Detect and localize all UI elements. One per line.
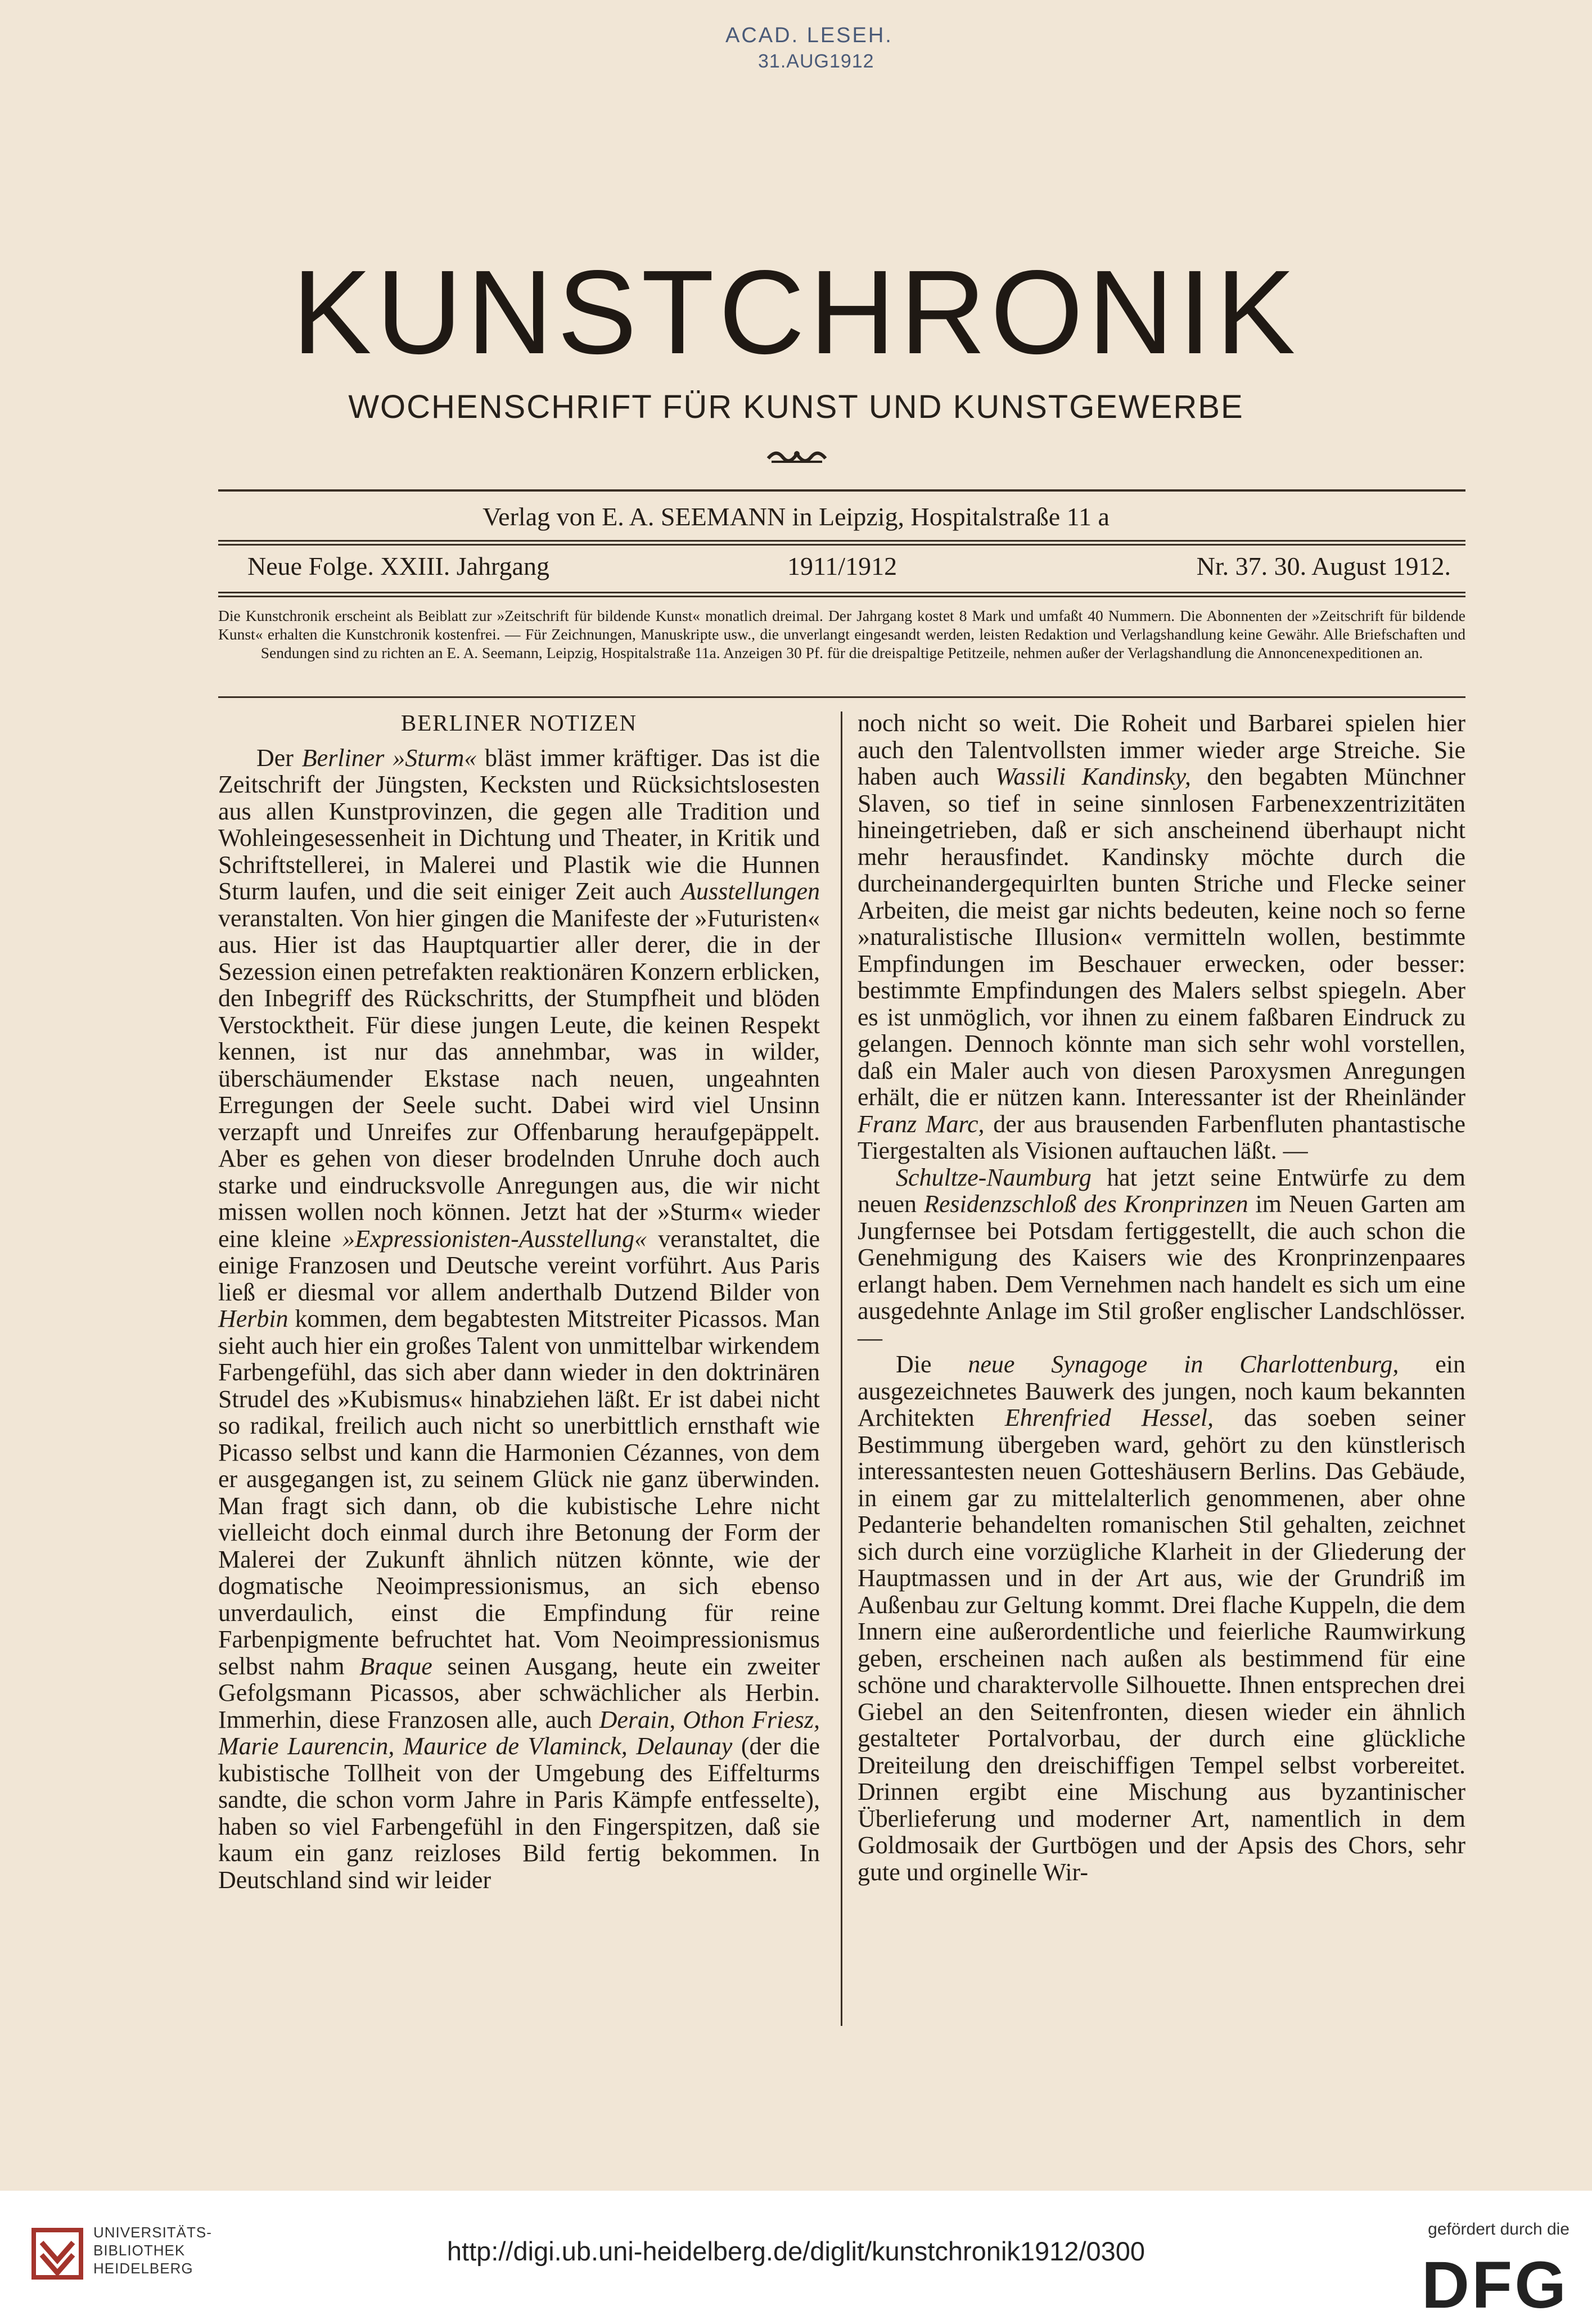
article-column-left xyxy=(218,710,820,1893)
dfg-logo: DFG xyxy=(1421,2248,1568,2322)
rule-double-1 xyxy=(218,540,1465,542)
issue-year: 1911/1912 xyxy=(787,552,898,580)
subscription-notice: Die Kunstchronik erscheint als Beiblatt zur »Zeitschrift für bildende Kunst« monatlich dreimal. Der Jahrgang kostet 8 Mark und umfaßt 40 Nummern. Die Abonnenten der »Zeitschrift für bildende Kunst« erhalten die Kunstchronik kostenfrei. — Für Zeichnungen, Manuskripte usw., die unverlangt eingesandt werden, leisten Redaktion und Verlagshandlung keine Gewähr. Alle Briefschaften und Sendungen sind zu richten an E. A. Seemann, Leipzig, Hospitalstraße 11a. Anzeigen 30 Pf. für die dreispaltige Petitzeile, nehmen außer der Verlagshandlung die Annoncenexpeditionen an. xyxy=(218,607,1465,661)
permalink[interactable]: http://digi.ub.uni-heidelberg.de/diglit/kunstchronik1912/0300 xyxy=(447,2236,1145,2266)
issue-series: Neue Folge. XXIII. Jahrgang xyxy=(247,552,549,580)
issue-number: Nr. 37. 30. August 1912. xyxy=(1196,552,1451,580)
library-name: UNIVERSITÄTS- BIBLIOTHEK HEIDELBERG xyxy=(93,2224,212,2277)
masthead-subtitle: WOCHENSCHRIFT FÜR KUNST UND KUNSTGEWERBE xyxy=(348,389,1244,425)
article-paragraph: Der Berliner »Sturm« bläst immer kräftiger. Das ist die Zeitschrift der Jüngsten, Kecksten und Rücksichtslosesten aus allen Kunstprovinzen, die gegen alle Tradition und Wohleingesessenheit in Dichtung und Theater, in Kritik und Schriftstellerei, in Malerei und Plastik wie die Hunnen Sturm laufen, und die seit einiger Zeit auch Ausstellungen veranstalten. Von hier gingen die Manifeste der »Futuristen« aus. Hier ist das Hauptquartier aller derer, die in der Sezession einen petrefakten reaktionären Konzern erblicken, den Inbegriff des Rückschritts, der Stumpfheit und blöden Verstocktheit. Für diese jungen Leute, die keinen Respekt kennen, ist nur das annehmbar, was in wilder, überschäumender Ekstase nach neuen, ungeahnten Erregungen der Seele sucht. Dabei wird viel Unsinn verzapft und Unreifes zur Offenbarung heraufgepäppelt. Aber es gehen von dieser brodelnden Unruhe doch auch starke und eindrucksvolle Anregungen aus, die wir nicht missen wollen noch können. Jetzt hat der »Sturm« wieder eine kleine »Expressionisten-Ausstellung« veranstaltet, die einige Franzosen und Deutsche vereint vorführt. Aus Paris ließ er diesmal vor allem anderthalb Dutzend Bilder von Herbin kommen, dem begabtesten Mitstreiter Picassos. Man sieht auch hier ein großes Talent von unmittelbar wirkendem Farbengefühl, das sich aber dann wieder in den doktrinären Strudel des »Kubismus« hinabziehen läßt. Er ist dabei nicht so radikal, freilich auch nicht so unerbittlich ernsthaft wie Picasso selbst und kann die Harmonien Cézannes, von dem er ausgegangen ist, zu seinem Glück nie ganz überwinden. Man fragt sich dann, ob die kubistische Lehre nicht vielleicht doch einmal durch ihre Betonung der Form der Malerei der Zukunft ähnlich nützen könnte, wie der dogmatische Neoimpressionismus, an sich ebenso unverdaulich, einst die Empfindung für reine Farbenpigmente befruchtet hat. Vom Neoimpressionismus selbst nahm Braque seinen Ausgang, heute ein zweiter Gefolgsmann Picassos, aber schwächlicher als Herbin. Immerhin, diese Franzosen alle, auch Derain, Othon Friesz, Marie Laurencin, Maurice de Vlaminck, Delaunay (der die kubistische Tollheit von der Umgebung des Eiffelturms sandte, die schon vorm Jahre in Paris Kämpfe entfesselte), haben so viel Farbengefühl in den Fingerspitzen, daß sie kaum ein ganz reizloses Bild fertig bekommen. In Deutschland sind wir leider xyxy=(218,744,820,1894)
article-heading: BERLINER NOTIZEN xyxy=(400,710,638,736)
article-paragraph: Die neue Synagoge in Charlottenburg, ein ausgezeichnetes Bauwerk des jungen, noch kaum bekannten Architekten Ehrenfried Hessel, das soeben seiner Bestimmung übergeben ward, gehört zu den künstlerisch interessantesten neuen Gotteshäusern Berlins. Das Gebäude, in einem gar zu mittelalterlich genommenen, aber ohne Pedanterie behandelten romanischen Stil gehalten, zeichnet sich durch eine vorzügliche Klarheit in der Gliederung der Hauptmassen und in der Art aus, wie der Grundriß im Außenbau zur Geltung kommt. Drei flache Kuppeln, die dem Innern eine außerordentliche und feierliche Raumwirkung geben, erscheinen nach außen als bestimmend für eine schöne und charaktervolle Silhouette. Ihnen entsprechen drei Giebel an den Seitenfronten, diesen wieder ein ähnlich gestalteter Portalvorbau, der durch eine glückliche Dreiteilung den dreischiffigen Tempel selbst vorbereitet. Drinnen ergibt eine Mischung aus byzantinischer Überlieferung und moderner Art, namentlich in dem Goldmosaik der Gurtbögen und der Apsis des Chors, sehr gute und orginelle Wir- xyxy=(858,1350,1465,1886)
article-paragraph: Schultze-Naumburg hat jetzt seine Entwürfe zu dem neuen Residenzschloß des Kronprinzen im Neuen Garten am Jungfernsee bei Potsdam fertiggestellt, die auch schon die Genehmigung des Kaisers wie des Kronprinzenpaares erlangt haben. Dem Vernehmen nach handelt es sich um eine ausgedehnte Anlage im Stil großer englischer Landschlösser. — xyxy=(858,1163,1466,1352)
column-divider xyxy=(841,711,842,2026)
stamp-line-1: ACAD. LESEH. xyxy=(725,24,893,47)
ornament-icon xyxy=(766,447,828,466)
article-paragraph: noch nicht so weit. Die Roheit und Barbarei spielen hier auch den Talentvollsten immer wieder arge Streiche. Sie haben auch Wassili Kandinsky, den begabten Münchner Slaven, so tief in seine sinnlosen Farbenexzentrizitäten hineingetrieben, daß er sich anscheinend überhaupt nicht mehr herausfindet. Kandinsky möchte durch die durcheinandergequirlten bunten Striche und Flecke seiner Arbeiten, die meist gar nichts bedeuten, keine noch so ferne »naturalistische Illusion« vermitteln wollen, bestimmte Empfindungen im Beschauer erwecken, oder besser: bestimmte Empfindungen des Malers selbst spiegeln. Aber es ist unmöglich, vor ihnen zu einem faßbaren Eindruck zu gelangen. Dennoch könnte man sich sehr wohl vorstellen, daß ein Maler auch von diesen Paroxysmen Anregungen erhält, die er nützen kann. Interessanter ist der Rheinländer Franz Marc, der aus brausenden Farbenfluten phantastische Tiergestalten als Visionen auftauchen läßt. — xyxy=(858,709,1466,1164)
rule-top xyxy=(218,489,1465,492)
article-column-right xyxy=(858,710,1465,1885)
library-stamp xyxy=(725,22,893,74)
rule-double-3 xyxy=(218,592,1465,593)
rule-under-notice xyxy=(218,696,1465,698)
rule-double-4 xyxy=(218,596,1465,597)
viewer-footer xyxy=(0,2191,1592,2324)
stamp-date: 31.AUG1912 xyxy=(758,51,874,72)
publisher-line: Verlag von E. A. SEEMANN in Leipzig, Hospitalstraße 11 a xyxy=(482,502,1110,531)
rule-double-2 xyxy=(218,544,1465,546)
funding-caption: gefördert durch die xyxy=(1428,2220,1570,2239)
masthead-title: KUNSTCHRONIK xyxy=(292,245,1300,379)
